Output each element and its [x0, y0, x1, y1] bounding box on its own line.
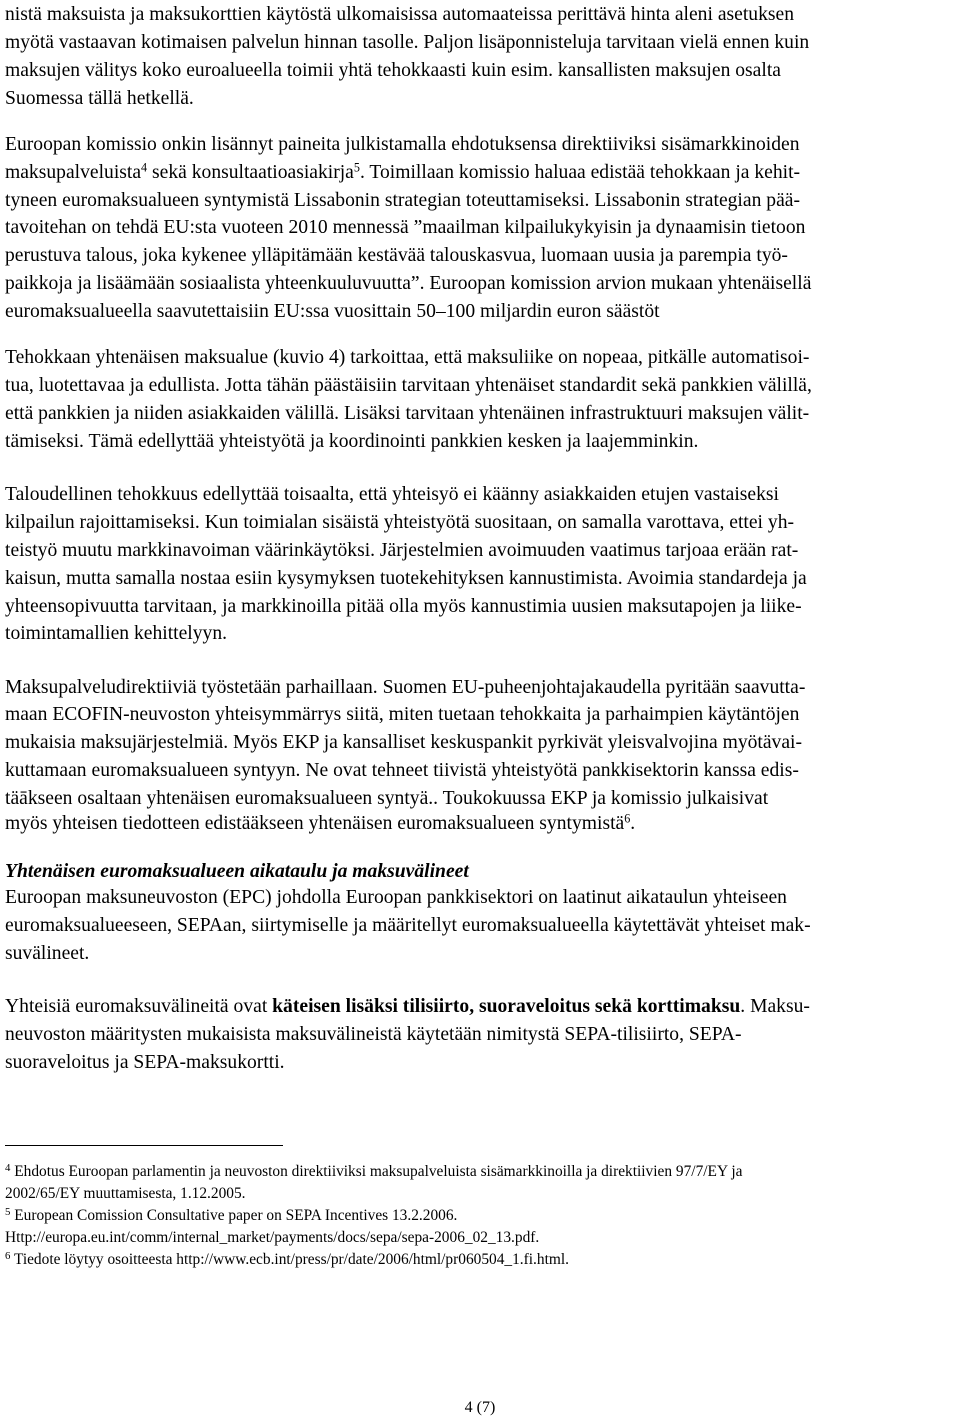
footnote-ref-4: 4 — [141, 160, 148, 175]
body-line: Euroopan komissio onkin lisännyt paineita julkistamalla ehdotuksensa direktiiviksi sisämarkkinoiden — [5, 134, 800, 155]
body-line: Tehokkaan yhtenäisen maksualue (kuvio 4) tarkoittaa, että maksuliike on nopeaa, pitkälle automatisoi- — [5, 347, 810, 368]
body-line: tavoitehan on tehdä EU:sta vuoteen 2010 mennessä ”maailman kilpailukykyisin ja dynaamisin tietoon — [5, 217, 806, 238]
body-line: kaisun, mutta samalla nostaa esiin kysymyksen tuotekehityksen kannustimista. Avoimia standardeja ja — [5, 568, 807, 589]
body-line: kilpailun rajoittamiseksi. Kun toimialan sisäistä yhteistyötä suositaan, on samalla varottava, ettei yh- — [5, 512, 795, 533]
footnote-separator — [5, 1145, 283, 1146]
footnote-5-url: Http://europa.eu.int/comm/internal_market/payments/docs/sepa/sepa-2006_02_13.pdf. — [5, 1229, 540, 1246]
body-line: perustuva talous, joka kykenee ylläpitämään kestävää talouskasvua, luomaan uusia ja parempia työ- — [5, 245, 788, 266]
body-line-with-footnote-ref — [5, 812, 635, 836]
footnote-4 — [5, 1162, 742, 1182]
body-line: Maksupalveludirektiiviä työstetään parhaillaan. Suomen EU-puheenjohtajakaudella pyritään saavutta- — [5, 677, 806, 698]
body-line: tua, luotettavaa ja edullista. Jotta tähän päästäisiin tarvitaan yhtenäiset standardit sekä pankkien välillä, — [5, 375, 812, 396]
body-line: yhteensopivuutta tarvitaan, ja markkinoilla pitää olla myös kannustimia uusien maksutapojen ja liike- — [5, 596, 802, 617]
footnote-ref-6: 6 — [624, 811, 631, 826]
body-line: tämiseksi. Tämä edellyttää yhteistyötä ja koordinointi pankkien kesken ja laajemminkin. — [5, 431, 699, 452]
body-line: Suomessa tällä hetkellä. — [5, 88, 194, 109]
body-line-with-bold — [5, 995, 810, 1019]
text-run: . — [630, 813, 636, 834]
body-line: euromaksualueeseen, SEPAan, siirtymiselle ja määritellyt euromaksualueella käytettävät yhteiset mak- — [5, 915, 811, 936]
footnote-mark: 6 — [5, 1250, 11, 1263]
text-run: Yhteisiä euromaksuvälineitä ovat — [5, 996, 273, 1017]
body-line: toimintamallien kehittelyyn. — [5, 623, 228, 644]
body-line: että pankkien ja niiden asiakkaiden välillä. Lisäksi tarvitaan yhtenäinen infrastruktuuri maksujen välit- — [5, 403, 810, 424]
body-line: täākseen osaltaan yhtenäisen euromaksualueen syntyä.. Toukokuussa EKP ja komissio julkaisivat — [5, 788, 769, 809]
body-line: mukaisia maksujärjestelmiä. Myös EKP ja kansalliset keskuspankit pyrkivät yleisvalvojina myötävai- — [5, 732, 803, 753]
footnote-4-cont: 2002/65/EY muuttamisesta, 1.12.2005. — [5, 1185, 246, 1202]
body-line: neuvoston määritysten mukaisista maksuvälineistä käytetään nimitystä SEPA-tilisiirto, SEPA- — [5, 1024, 742, 1045]
body-line: euromaksualueella saavutettaisiin EU:ssa vuosittain 50–100 miljardin euron säästöt — [5, 301, 660, 322]
body-line: myötä vastaavan kotimaisen palvelun hinnan tasolle. Paljon lisäponnisteluja tarvitaan vielä ennen kuin — [5, 32, 810, 53]
footnote-ref-5: 5 — [353, 160, 360, 175]
body-line: kuttamaan euromaksualueen syntyyn. Ne ovat tehneet tiivistä yhteistyötä pankkisektorin kanssa edis- — [5, 760, 799, 781]
body-line: tyneen euromaksualueen syntymistä Lissabonin strategian toteuttamiseksi. Lissabonin strategian pää- — [5, 190, 800, 211]
text-run: sekä konsultaatioasiakirja — [147, 162, 354, 183]
body-line: paikkoja ja lisäämään sosiaalista yhteenkuuluvuutta”. Euroopan komission arvion mukaan yhtenäisellä — [5, 273, 812, 294]
footnote-5 — [5, 1206, 457, 1226]
footnote-6 — [5, 1250, 569, 1270]
body-line: suoraveloitus ja SEPA-maksukortti. — [5, 1052, 285, 1073]
footnote-mark: 5 — [5, 1206, 11, 1219]
text-run: maksupalveluista — [5, 162, 142, 183]
body-line: nistä maksuista ja maksukorttien käytöstä ulkomaisissa automaateissa perittävä hinta aleni asetuksen — [5, 4, 794, 25]
footnote-text: Tiedote löytyy osoitteesta http://www.ecb.int/press/pr/date/2006/html/pr060504_1.fi.html. — [10, 1251, 569, 1268]
page-number: 4 (7) — [464, 1399, 496, 1416]
body-line: Taloudellinen tehokkuus edellyttää toisaalta, että yhteisyö ei käänny asiakkaiden etujen vastaiseksi — [5, 484, 779, 505]
body-line: maksujen välitys koko euroalueella toimii yhtä tehokkaasti kuin esim. kansallisten maksujen osalta — [5, 60, 781, 81]
bold-text-run: käteisen lisäksi tilisiirto, suoraveloitus sekä korttimaksu — [272, 996, 741, 1017]
body-line-with-footnote-refs — [5, 161, 800, 185]
footnote-text: Ehdotus Euroopan parlamentin ja neuvoston direktiiviksi maksupalveluista sisämarkkinoilla ja direktiivien 97/7/EY ja — [10, 1163, 743, 1180]
footnote-mark: 4 — [5, 1162, 11, 1175]
body-line: Euroopan maksuneuvoston (EPC) johdolla Euroopan pankkisektori on laatinut aikataulun yhteiseen — [5, 887, 787, 908]
body-line: suvälineet. — [5, 943, 90, 964]
section-heading: Yhtenäisen euromaksualueen aikataulu ja maksuvälineet — [5, 861, 469, 882]
text-run: . Maksu- — [740, 996, 810, 1017]
text-run: myös yhteisen tiedotteen edistääkseen yhtenäisen euromaksualueen syntymistä — [5, 813, 625, 834]
text-run: . Toimillaan komissio haluaa edistää tehokkaan ja kehit- — [359, 162, 801, 183]
body-line: maan ECOFIN-neuvoston yhteisymmärrys siitä, miten tuetaan tehokkaita ja parhaimpien käytäntöjen — [5, 704, 800, 725]
footnote-text: European Comission Consultative paper on SEPA Incentives 13.2.2006. — [10, 1207, 458, 1224]
body-line: teistyö muutu markkinavoiman väärinkäytöksi. Järjestelmien avoimuuden vaatimus tarjoaa erään rat- — [5, 540, 799, 561]
